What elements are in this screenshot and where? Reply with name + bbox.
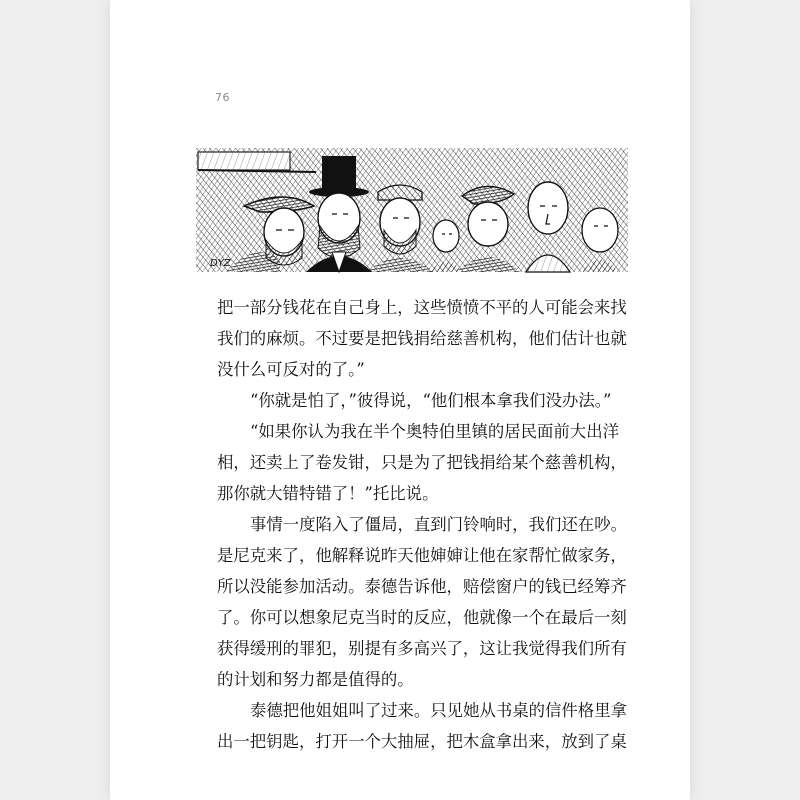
crowd-illustration (196, 148, 628, 272)
text-line: “如果你认为我在半个奥特伯里镇的居民面前大出洋 (250, 422, 619, 441)
text-line: 泰德把他姐姐叫了过来。只见她从书桌的信件格里拿 (250, 701, 627, 720)
text-line: 没什么可反对的了。” (217, 360, 365, 379)
text-line: 相，还卖上了卷发钳，只是为了把钱捐给某个慈善机构， (217, 453, 627, 472)
text-line: 所以没能参加活动。泰德告诉他，赔偿窗户的钱已经筹齐 (217, 577, 627, 596)
page-number: 76 (215, 91, 230, 104)
text-line: 出一把钥匙，打开一个大抽屉，把木盒拿出来，放到了桌 (217, 732, 627, 751)
text-line: 获得缓刑的罪犯，别提有多高兴了，这让我觉得我们所有 (217, 639, 627, 658)
text-line: “你就是怕了，”彼得说，“他们根本拿我们没办法。” (250, 391, 612, 410)
book-page (110, 0, 690, 800)
text-line: 是尼克来了，他解释说昨天他婶婶让他在家帮忙做家务， (217, 546, 627, 565)
text-line: 那你就大错特错了！”托比说。 (217, 484, 439, 503)
text-line: 把一部分钱花在自己身上，这些愤愤不平的人可能会来找 (217, 298, 627, 317)
text-line: 的计划和努力都是值得的。 (217, 670, 414, 689)
illustration-signature: DYZ (210, 258, 231, 269)
text-line: 了。你可以想象尼克当时的反应，他就像一个在最后一刻 (217, 608, 627, 627)
chapter-body-text (217, 292, 627, 757)
text-line: 我们的麻烦。不过要是把钱捐给慈善机构，他们估计也就 (217, 329, 627, 348)
text-line: 事情一度陷入了僵局，直到门铃响时，我们还在吵。 (250, 515, 627, 534)
pen-and-ink-crowd-illustration-icon (196, 148, 628, 272)
